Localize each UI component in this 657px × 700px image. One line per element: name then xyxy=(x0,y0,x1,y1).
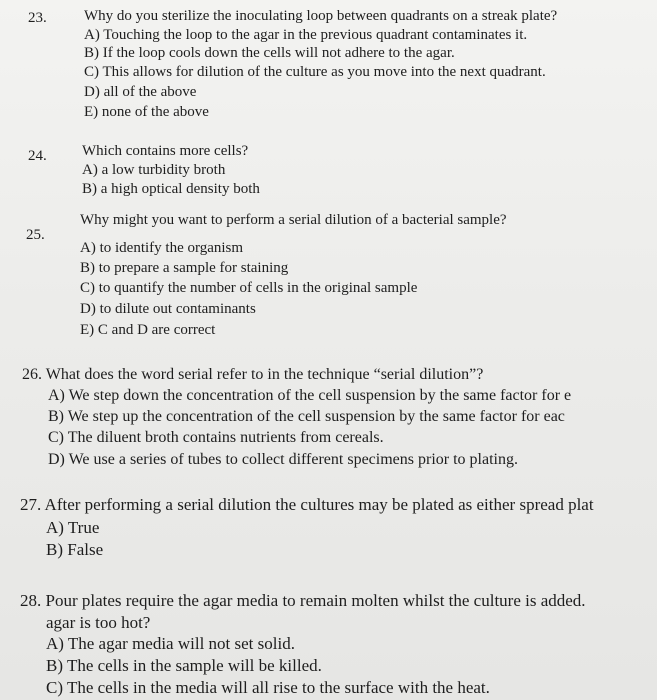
question-text: 26. What does the word serial refer to in the technique “serial dilution”? xyxy=(22,366,484,383)
answer-option: A) The agar media will not set solid. xyxy=(46,634,295,653)
answer-option: B) to prepare a sample for staining xyxy=(80,260,289,276)
question-text-continued: agar is too hot? xyxy=(46,613,151,632)
answer-option: A) a low turbidity broth xyxy=(82,162,226,178)
answer-option: B) False xyxy=(46,540,104,559)
question-text: Why might you want to perform a serial dilution of a bacterial sample? xyxy=(80,212,507,228)
question-number: 25. xyxy=(26,227,45,243)
answer-option: B) The cells in the sample will be killed. xyxy=(46,656,322,675)
answer-option: E) none of the above xyxy=(84,104,209,120)
question-number: 23. xyxy=(28,10,47,26)
answer-option: A) Touching the loop to the agar in the previous quadrant contaminates it. xyxy=(84,27,528,43)
answer-option: A) We step down the concentration of the cell suspension by the same factor for e xyxy=(48,387,572,404)
answer-option: B) If the loop cools down the cells will not adhere to the agar. xyxy=(84,45,455,61)
answer-option: A) True xyxy=(46,518,100,537)
answer-option: C) This allows for dilution of the culture as you move into the next quadrant. xyxy=(84,64,546,80)
answer-option: B) a high optical density both xyxy=(82,181,260,197)
answer-option: E) C and D are correct xyxy=(80,322,216,338)
answer-option: B) We step up the concentration of the cell suspension by the same factor for eac xyxy=(48,408,565,425)
answer-option: D) all of the above xyxy=(84,84,197,100)
question-text: 27. After performing a serial dilution the cultures may be plated as either spread plat xyxy=(20,495,594,514)
question-number: 24. xyxy=(28,148,47,164)
question-text: Which contains more cells? xyxy=(82,143,249,159)
answer-option: D) We use a series of tubes to collect different specimens prior to plating. xyxy=(48,451,518,468)
question-text: Why do you sterilize the inoculating loop between quadrants on a streak plate? xyxy=(84,8,558,24)
question-text: 28. Pour plates require the agar media to remain molten whilst the culture is added. xyxy=(20,591,586,610)
answer-option: C) The diluent broth contains nutrients from cereals. xyxy=(48,429,384,446)
answer-option: D) to dilute out contaminants xyxy=(80,301,256,317)
answer-option: C) to quantify the number of cells in the original sample xyxy=(80,280,418,296)
answer-option: A) to identify the organism xyxy=(80,240,244,256)
answer-option: C) The cells in the media will all rise to the surface with the heat. xyxy=(46,678,490,697)
